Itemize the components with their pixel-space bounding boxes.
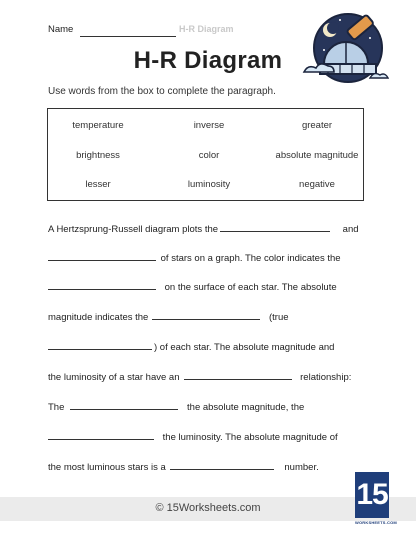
answer-blank[interactable] <box>70 399 178 410</box>
paragraph-text: the absolute magnitude, the <box>187 402 305 413</box>
paragraph-text: ) of each star. The absolute magnitude and <box>154 342 335 353</box>
paragraph-text: The <box>48 402 65 413</box>
paragraph-text: magnitude indicates the <box>48 312 149 323</box>
answer-blank[interactable] <box>48 250 156 261</box>
word-bank-box <box>47 108 364 201</box>
paragraph-line <box>48 279 337 293</box>
paragraph-line <box>48 309 289 323</box>
answer-blank[interactable] <box>152 309 260 320</box>
answer-blank[interactable] <box>48 429 154 440</box>
word-bank-item: lesser <box>85 179 111 190</box>
word-bank-item: inverse <box>193 120 225 131</box>
header-subtitle: H-R Diagram <box>179 24 234 34</box>
paragraph-text: A Hertzsprung-Russell diagram plots the <box>48 224 219 235</box>
word-bank-item: negative <box>299 179 335 190</box>
paragraph-line <box>48 429 338 443</box>
paragraph-line <box>48 221 359 235</box>
paragraph-text: the most luminous stars is a <box>48 462 166 473</box>
answer-blank[interactable] <box>170 459 274 470</box>
answer-blank[interactable] <box>184 369 292 380</box>
paragraph-line <box>48 399 304 413</box>
name-field-line[interactable] <box>80 36 176 37</box>
paragraph-line <box>48 339 334 353</box>
paragraph-text: relationship: <box>300 372 352 383</box>
paragraph-line <box>48 250 341 264</box>
word-bank-item: absolute magnitude <box>275 150 359 161</box>
answer-blank[interactable] <box>48 279 156 290</box>
word-bank-item: brightness <box>76 150 120 161</box>
15worksheets-logo <box>355 472 397 530</box>
word-bank-item: temperature <box>72 120 124 131</box>
paragraph-text: and <box>342 224 359 235</box>
paragraph-text: the luminosity. The absolute magnitude of <box>162 432 338 443</box>
word-bank-item: greater <box>301 120 333 131</box>
answer-blank[interactable] <box>220 221 330 232</box>
paragraph-text: of stars on a graph. The color indicates the <box>160 253 341 264</box>
paragraph-line <box>48 459 319 473</box>
paragraph-text: (true <box>268 312 289 323</box>
paragraph-text: the luminosity of a star have an <box>48 372 180 383</box>
paragraph-text: number. <box>284 462 319 473</box>
name-label: Name <box>48 24 74 35</box>
paragraph-text: on the surface of each star. The absolute <box>164 282 337 293</box>
answer-blank[interactable] <box>48 339 152 350</box>
instructions: Use words from the box to complete the paragraph. <box>48 86 276 97</box>
word-bank-item: luminosity <box>187 179 231 190</box>
word-bank-item: color <box>198 150 220 161</box>
paragraph-line <box>48 369 351 383</box>
logo-number: 15 <box>355 472 389 518</box>
logo-text: WORKSHEETS.COM <box>355 520 397 525</box>
page-title: H-R Diagram <box>133 47 283 74</box>
copyright-text: © 15Worksheets.com <box>155 502 261 514</box>
